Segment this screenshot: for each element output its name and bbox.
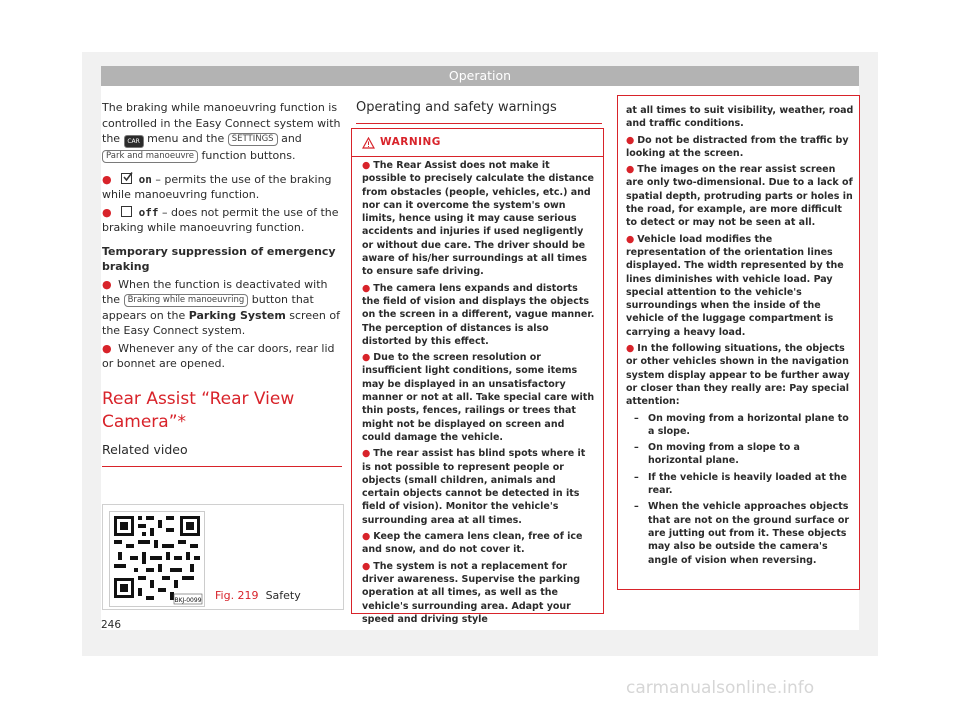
temp-suppression-heading: Temporary suppression of emergency braking bbox=[102, 244, 336, 273]
figure-caption: Fig. 219 Safety bbox=[215, 589, 301, 602]
operating-warnings-heading: Operating and safety warnings bbox=[356, 100, 602, 124]
rear-assist-title: Rear Assist “Rear View Camera”* bbox=[102, 388, 295, 432]
warning-label: WARNING bbox=[380, 136, 441, 148]
list-item: ● In the following situations, the objects or other vehicles shown in the navigation system display appear to be further away or closer than they really are: Pay special attention: bbox=[626, 343, 850, 408]
warning-triangle-icon bbox=[362, 137, 375, 149]
qr-code-label: BKJ-0099 bbox=[174, 597, 202, 604]
checkbox-empty-icon bbox=[121, 206, 132, 217]
park-manoeuvre-key: Park and manoeuvre bbox=[102, 150, 198, 163]
list-item: ● The images on the rear assist screen are only two-dimensional. Due to a lack of spatial depth, protruding parts or holes in the road, for example, are more difficult to detect or may not be seen at all. bbox=[626, 164, 853, 229]
sub-list-item: – On moving from a slope to a horizontal plane. bbox=[634, 442, 800, 467]
list-item: ● Keep the camera lens clean, free of ice and snow, and do not cover it. bbox=[362, 531, 583, 556]
list-item: ● The Rear Assist does not make it possible to precisely calculate the distance from obstacles (people, vehicles, etc.) and nor can it overcome the system's own limits, hence using it may cause serious accidents and injuries if used negligently or without due care. The driver should be aware of his/her surroundings at all times to ensure safe driving. bbox=[362, 160, 594, 278]
section-header: Operation bbox=[101, 66, 859, 86]
warning-box bbox=[351, 128, 604, 625]
off-option: ● off – does not permit the use of the braking while manoeuvring function. bbox=[102, 205, 339, 234]
watermark: carmanualsonline.info bbox=[626, 678, 815, 698]
warning-box-continued bbox=[617, 95, 860, 590]
continued-text: at all times to suit visibility, weather, road and traffic conditions. bbox=[626, 105, 854, 130]
bullet-icon: ● bbox=[102, 205, 112, 219]
middle-column bbox=[356, 100, 602, 124]
warning-list-continued bbox=[626, 104, 854, 570]
qr-code-icon bbox=[110, 512, 204, 606]
braking-manoeuvring-key: Braking while manoeuvring bbox=[124, 294, 249, 307]
warning-header bbox=[352, 129, 603, 157]
figure-box bbox=[102, 504, 344, 610]
list-item: ● The system is not a replacement for driver awareness. Supervise the parking operation at all times, as well as the vehicle's surrounding area. Adapt your speed and driving style bbox=[362, 560, 581, 625]
checkbox-checked-icon bbox=[121, 173, 132, 184]
settings-key: SETTINGS bbox=[228, 133, 278, 146]
intro-paragraph: The braking while manoeuvring function is controlled in the Easy Connect system with the CAR menu and the SETTINGS and Park and manoeuvre function buttons. bbox=[102, 101, 341, 162]
page-number: 246 bbox=[101, 619, 122, 631]
suppression-bullet-1: ● When the function is deactivated with the Braking while manoeuvring button that appears on the Parking System screen of the Easy Connect system. bbox=[102, 277, 340, 337]
related-video-label: Related video bbox=[102, 442, 342, 468]
qr-code bbox=[109, 511, 205, 607]
bullet-icon: ● bbox=[102, 277, 112, 291]
warning-list bbox=[362, 159, 596, 629]
list-item: ● Vehicle load modifies the representation of the orientation lines displayed. The width represented by the lines diminishes with vehicle load. Pay special attention to the vehicle's surroundings when the inside of the vehicle of the luggage compartment is carrying a heavy load. bbox=[626, 233, 844, 338]
bullet-icon: ● bbox=[102, 341, 112, 355]
sub-list-item: – On moving from a horizontal plane to a slope. bbox=[634, 412, 849, 437]
list-item: ● The rear assist has blind spots where it is not possible to represent people or objects (small children, animals and certain objects cannot be detected in its field of vision). Monitor the vehicle's surrounding area at all times. bbox=[362, 448, 586, 526]
car-button-icon: CAR bbox=[124, 135, 144, 148]
sub-list-item: – When the vehicle approaches objects that are not on the ground surface or are jutting out from it. These objects may also be outside the camera's angle of vision when reversing. bbox=[634, 501, 850, 566]
suppression-bullet-2: ● Whenever any of the car doors, rear lid or bonnet are opened. bbox=[102, 341, 335, 370]
list-item: ● Do not be distracted from the traffic by looking at the screen. bbox=[626, 134, 849, 159]
left-column bbox=[102, 100, 342, 475]
on-option: ● on – permits the use of the braking while manoeuvring function. bbox=[102, 172, 332, 201]
bullet-icon: ● bbox=[102, 172, 112, 186]
sub-list-item: – If the vehicle is heavily loaded at the rear. bbox=[634, 471, 847, 497]
list-item: ● The camera lens expands and distorts the field of vision and displays the objects on the screen in a different, vague manner. The perception of distances is also distorted by this effect. bbox=[362, 282, 595, 347]
list-item: ● Due to the screen resolution or insufficient light conditions, some items may be displayed in an unsatisfactory manner or not at all. Take special care with thin posts, fences, railings or trees that might not be displayed on screen and could damage the vehicle. bbox=[362, 352, 595, 443]
